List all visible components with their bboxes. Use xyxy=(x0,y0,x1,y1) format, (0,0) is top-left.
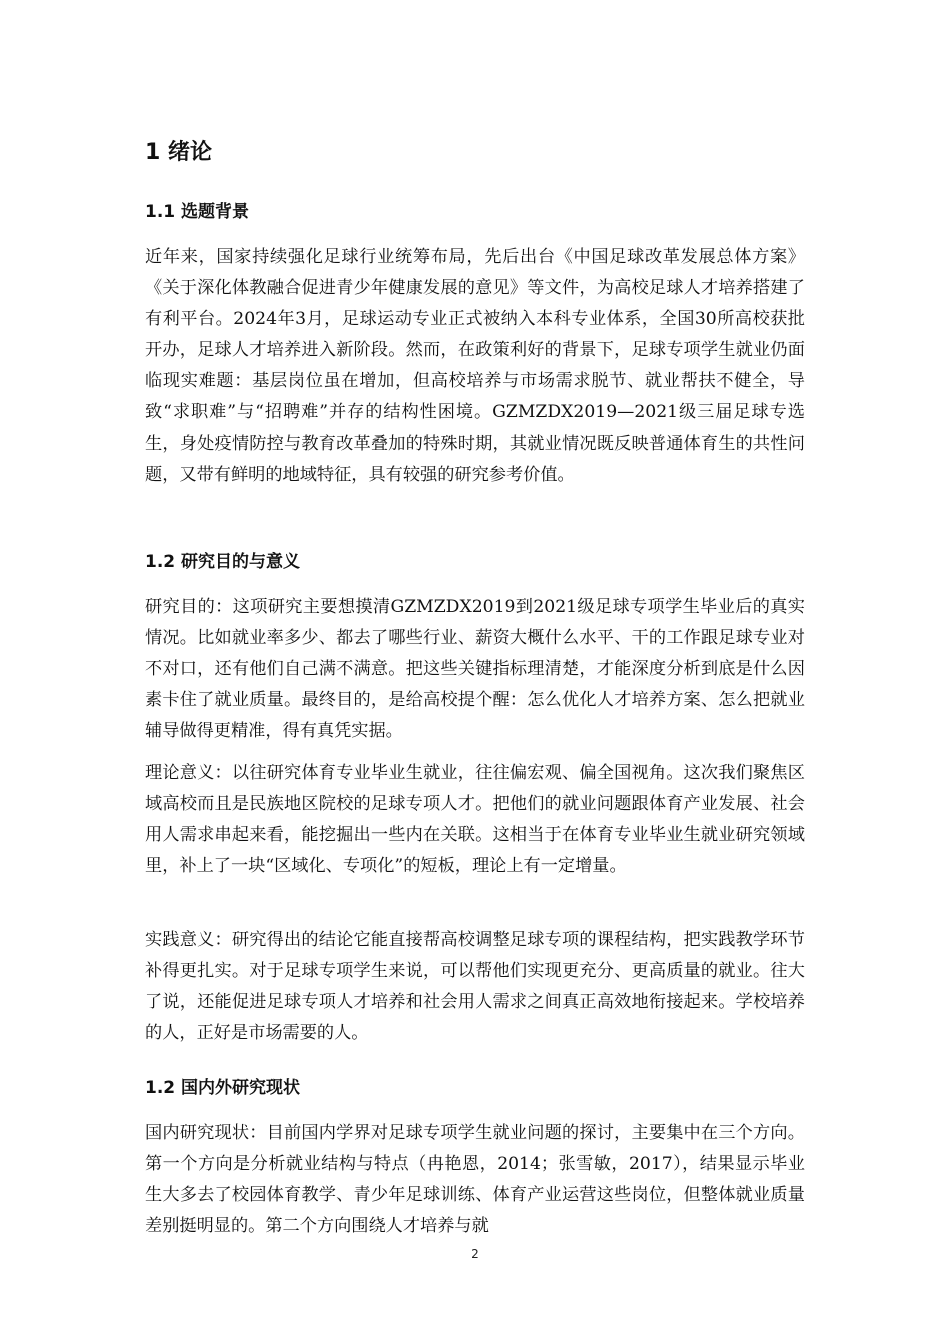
section-heading-research-status: 1.2 国内外研究现状 xyxy=(145,1078,301,1098)
paragraph-domestic-status: 国内研究现状：目前国内学界对足球专项学生就业问题的探讨，主要集中在三个方向。第一个方向是分析就业结构与特点（冉艳恩，2014；张雪敏，2017），结果显示毕业生大多去了校园体育教学、青少年足球训练、体育产业运营这些岗位，但整体就业质量差别挺明显的。第二个方向围绕人才培养与就 xyxy=(145,1123,805,1237)
paragraph-practical-significance: 实践意义：研究得出的结论它能直接帮高校调整足球专项的课程结构，把实践教学环节补得更扎实。对于足球专项学生来说，可以帮他们实现更充分、更高质量的就业。往大了说，还能促进足球专项人才培养和社会用人需求之间真正高效地衔接起来。学校培养的人，正好是市场需要的人。 xyxy=(145,930,805,1044)
page-number: 2 xyxy=(471,1247,479,1261)
paragraph-purpose: 研究目的：这项研究主要想摸清GZMZDX2019到2021级足球专项学生毕业后的真实情况。比如就业率多少、都去了哪些行业、薪资大概什么水平、干的工作跟足球专业对不对口，还有他们自己满不满意。把这些关键指标理清楚，才能深度分析到底是什么因素卡住了就业质量。最终目的，是给高校提个醒：怎么优化人才培养方案、怎么把就业辅导做得更精准，得有真凭实据。 xyxy=(145,597,805,742)
chapter-title: 1 绪论 xyxy=(145,140,212,165)
section-heading-purpose: 1.2 研究目的与意义 xyxy=(145,552,301,572)
section-heading-background: 1.1 选题背景 xyxy=(145,202,250,222)
paragraph-background: 近年来，国家持续强化足球行业统筹布局，先后出台《中国足球改革发展总体方案》《关于深化体教融合促进青少年健康发展的意见》等文件，为高校足球人才培养搭建了有利平台。2024年3月，足球运动专业正式被纳入本科专业体系，全国30所高校获批开办，足球人才培养进入新阶段。然而，在政策利好的背景下，足球专项学生就业仍面临现实难题：基层岗位虽在增加，但高校培养与市场需求脱节、就业帮扶不健全，导致“求职难”与“招聘难”并存的结构性困境。GZMZDX2019—2021级三届足球专选生，身处疫情防控与教育改革叠加的特殊时期，其就业情况既反映普通体育生的共性问题，又带有鲜明的地域特征，具有较强的研究参考价值。 xyxy=(145,247,805,485)
paragraph-theoretical-significance: 理论意义：以往研究体育专业毕业生就业，往往偏宏观、偏全国视角。这次我们聚焦区域高校而且是民族地区院校的足球专项人才。把他们的就业问题跟体育产业发展、社会用人需求串起来看，能挖掘出一些内在关联。这相当于在体育专业毕业生就业研究领域里，补上了一块“区域化、专项化”的短板，理论上有一定增量。 xyxy=(145,763,805,877)
